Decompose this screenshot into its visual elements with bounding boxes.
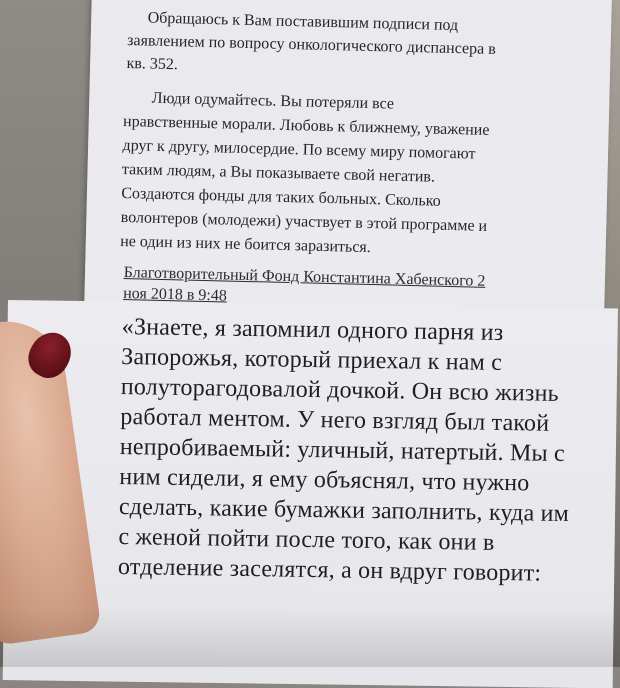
quote-line: непробиваемый: уличный, натертый. Мы с	[119, 433, 566, 467]
text-line: Создаются фонды для таких больных. Сколько	[121, 184, 441, 210]
text-line: кв. 352.	[126, 54, 179, 74]
text-line: друг к другу, милосердие. По всему миру помогают	[122, 136, 476, 163]
quote-line: работал ментом. У него взгляд был такой	[120, 403, 550, 437]
text-line: таким людям, а Вы показываете свой негатив.	[121, 160, 436, 186]
quote-line: «Знаете, я запомнил одного парня из	[121, 313, 504, 346]
text-line: не один из них не боится заразиться.	[119, 232, 371, 257]
quote-line: отделение заселятся, а он вдруг говорит:	[117, 553, 542, 587]
source-line: Благотворительный Фонд Константина Хабенского 2	[123, 263, 486, 290]
quote-line: полуторагодовалой дочкой. Он всю жизнь	[120, 373, 559, 407]
bottom-shadow	[0, 607, 620, 667]
quote-text	[118, 312, 572, 589]
quote-line: сделать, какие бумажки заполнить, куда им	[118, 493, 570, 528]
paragraph-people	[120, 86, 564, 265]
quote-line: с женой пойти после того, как они в	[118, 523, 495, 556]
text-line: Обращаюсь к Вам поставившим подписи под	[147, 9, 459, 35]
quote-line: Запорожья, который приехал к нам с	[121, 343, 503, 376]
text-line: Люди одумайтесь. Вы потеряли все	[151, 89, 395, 113]
text-line: заявлением по вопросу онкологического диспансера в	[126, 31, 496, 58]
paragraph-appeal	[126, 6, 558, 85]
source-attribution	[123, 262, 486, 313]
quote-line: ним сидели, я ему объяснял, что нужно	[119, 463, 530, 497]
text-line: нравственные морали. Любовь к ближнему, уважение	[122, 112, 490, 139]
text-line: волонтеров (молодежи) участвует в этой программе и	[120, 208, 488, 235]
source-line: ноя 2018 в 9:48	[123, 284, 228, 305]
